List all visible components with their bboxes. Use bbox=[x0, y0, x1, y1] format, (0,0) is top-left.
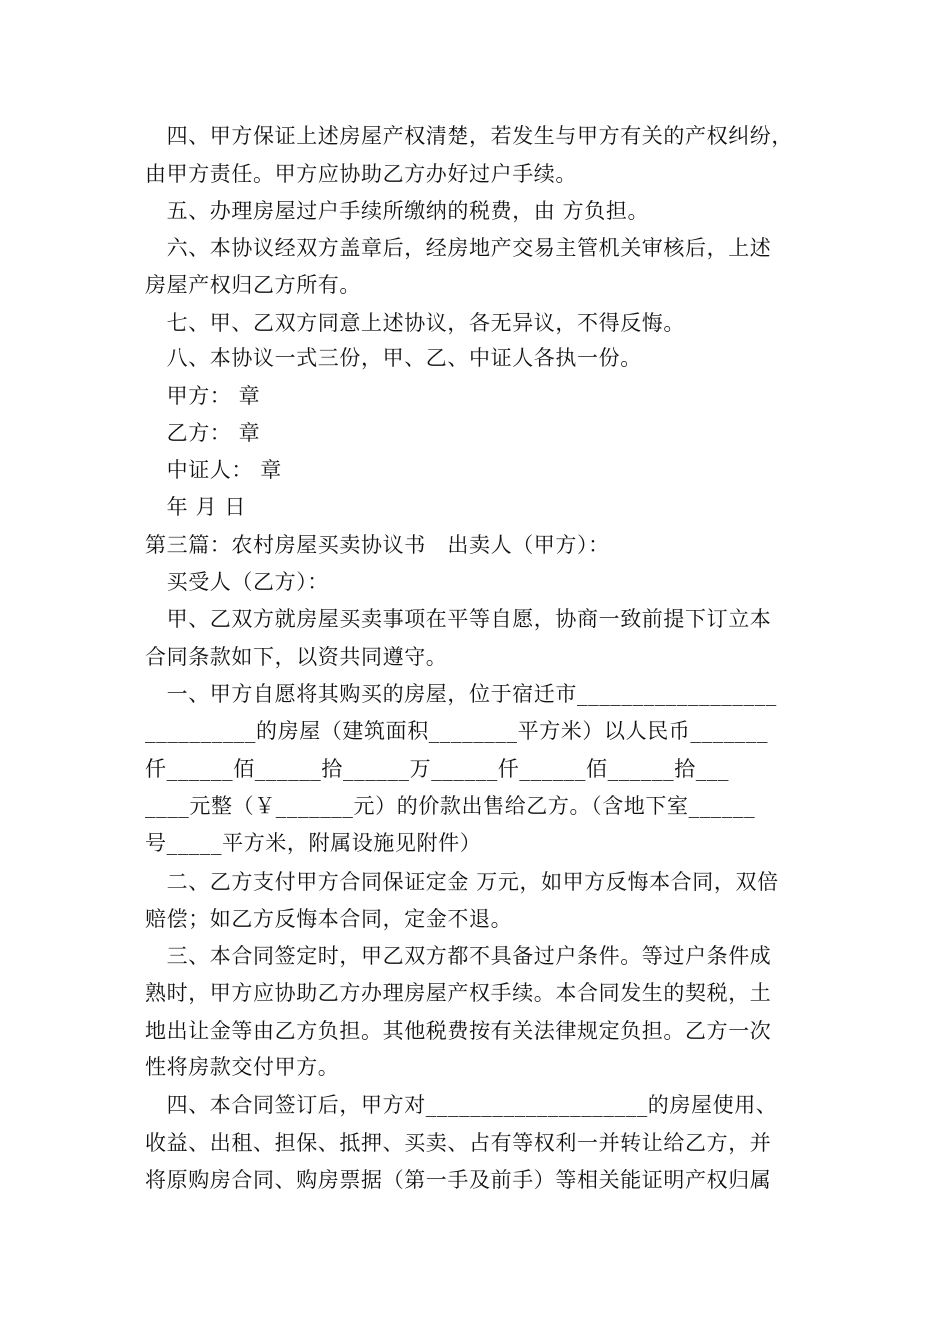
paragraph-line: ____元整（￥_______元）的价款出售给乙方。（含地下室______ bbox=[145, 794, 756, 818]
paragraph-line: 甲、乙双方就房屋买卖事项在平等自愿，协商一致前提下订立本 bbox=[145, 607, 772, 631]
paragraph-line: 四、本合同签订后，甲方对____________________的房屋使用、 bbox=[145, 1093, 778, 1117]
paragraph-line: 收益、出租、担保、抵押、买卖、占有等权利一并转让给乙方，并 bbox=[145, 1131, 772, 1155]
paragraph-line: 三、本合同签定时，甲乙双方都不具备过户条件。等过户条件成 bbox=[145, 944, 772, 968]
paragraph-line: 赔偿；如乙方反悔本合同，定金不退。 bbox=[145, 907, 513, 931]
paragraph-line: __________的房屋（建筑面积________平方米）以人民币_______ bbox=[145, 719, 769, 743]
section-heading: 第三篇：农村房屋买卖协议书 出卖人（甲方）： bbox=[145, 533, 610, 557]
paragraph-line: 五、办理房屋过户手续所缴纳的税费，由 方负担。 bbox=[145, 199, 650, 223]
paragraph-line: 房屋产权归乙方所有。 bbox=[145, 273, 361, 297]
date-line: 年 月 日 bbox=[145, 495, 246, 519]
paragraph-line: 仟______佰______拾______万______仟______佰______拾___ bbox=[145, 757, 730, 781]
signature-line-witness: 中证人： 章 bbox=[145, 458, 282, 482]
paragraph-line: 性将房款交付甲方。 bbox=[145, 1055, 340, 1079]
paragraph-line: 合同条款如下，以资共同遵守。 bbox=[145, 645, 448, 669]
paragraph-line: 七、甲、乙双方同意上述协议，各无异议，不得反悔。 bbox=[145, 311, 685, 335]
paragraph-line: 二、乙方支付甲方合同保证定金 万元，如甲方反悔本合同，双倍 bbox=[145, 870, 779, 894]
paragraph-line: 号_____平方米，附属设施见附件） bbox=[145, 831, 482, 855]
signature-line-party-a: 甲方： 章 bbox=[145, 384, 261, 408]
paragraph-line: 熟时，甲方应协助乙方办理房屋产权手续。本合同发生的契税，土 bbox=[145, 981, 772, 1005]
signature-line-party-b: 乙方： 章 bbox=[145, 421, 261, 445]
paragraph-line: 地出让金等由乙方负担。其他税费按有关法律规定负担。乙方一次 bbox=[145, 1019, 772, 1043]
paragraph-line: 四、甲方保证上述房屋产权清楚，若发生与甲方有关的产权纠纷， bbox=[145, 124, 793, 148]
paragraph-line: 买受人（乙方）： bbox=[145, 570, 329, 594]
paragraph-line: 将原购房合同、购房票据（第一手及前手）等相关能证明产权归属 bbox=[145, 1168, 772, 1192]
paragraph-line: 由甲方责任。甲方应协助乙方办好过户手续。 bbox=[145, 162, 577, 186]
paragraph-line: 八、本协议一式三份，甲、乙、中证人各执一份。 bbox=[145, 346, 642, 370]
paragraph-line: 六、本协议经双方盖章后，经房地产交易主管机关审核后，上述 bbox=[145, 236, 772, 260]
paragraph-line: 一、甲方自愿将其购买的房屋，位于宿迁市__________________ bbox=[145, 682, 777, 706]
